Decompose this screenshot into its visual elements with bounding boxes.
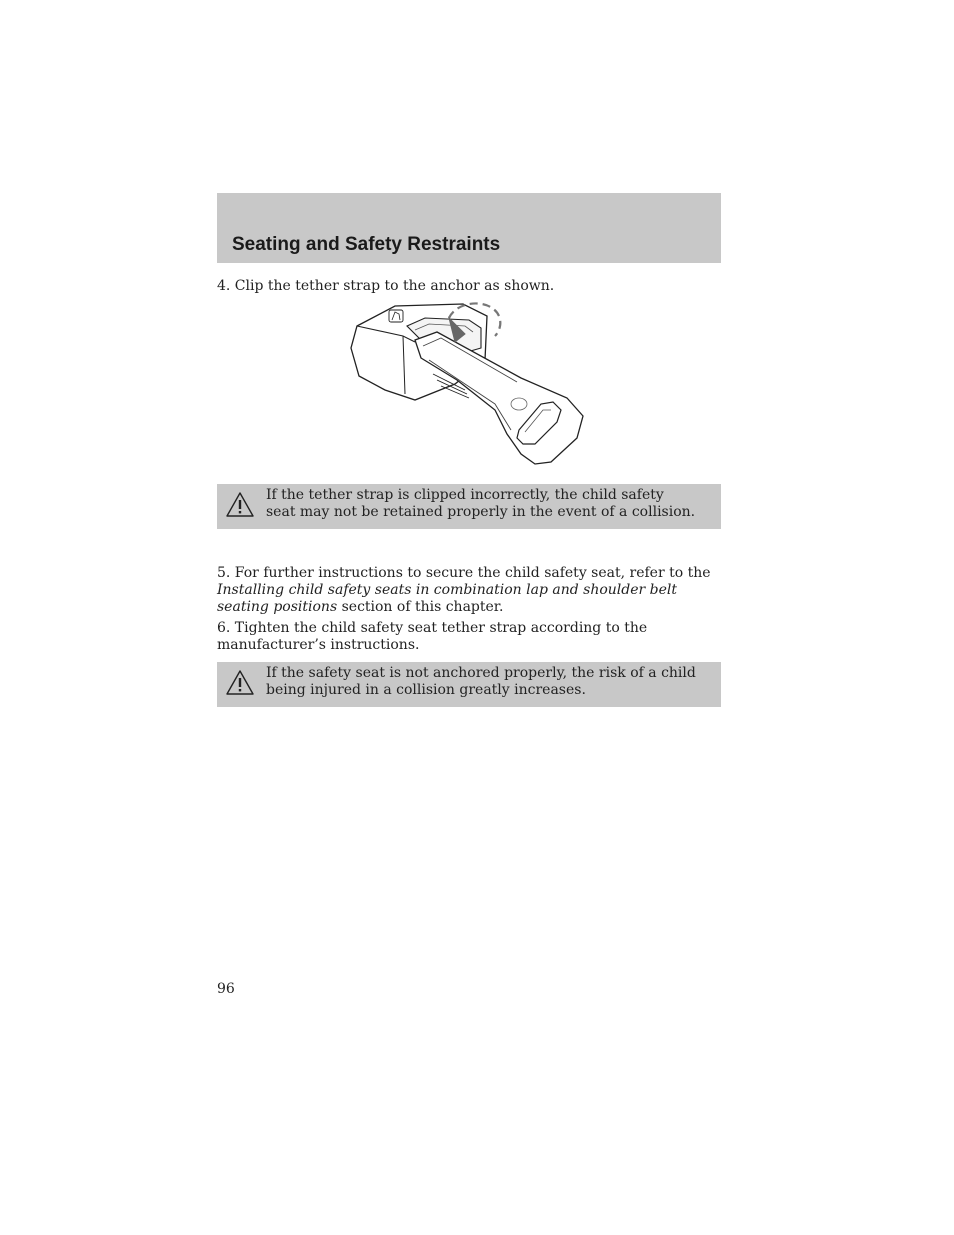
step-5-reference: Installing child safety seats in combination lap and shoulder belt seating positions (217, 582, 678, 615)
step-5 (217, 565, 721, 616)
page-number: 96 (217, 981, 235, 997)
step-5-prefix: 5. For further instructions to secure the child safety seat, refer to the (217, 565, 711, 581)
step-6: 6. Tighten the child safety seat tether strap according to the manufacturer’s instructions. (217, 620, 648, 653)
warning-text: If the tether strap is clipped incorrectly, the child safety seat may not be retained properly in the event of a collision. (266, 487, 696, 520)
warning-triangle-icon (225, 491, 255, 518)
warning-triangle-icon (225, 669, 255, 696)
section-title: Seating and Safety Restraints (232, 234, 501, 255)
step-4: 4. Clip the tether strap to the anchor as shown. (217, 278, 555, 294)
warning-box-1 (217, 484, 721, 529)
tether-anchor-illustration (345, 298, 595, 470)
section-header (217, 193, 721, 263)
step-5-suffix: section of this chapter. (341, 599, 504, 615)
warning-box-2 (217, 662, 721, 707)
warning-text: If the safety seat is not anchored properly, the risk of a child being injured in a collision greatly increases. (266, 665, 696, 698)
